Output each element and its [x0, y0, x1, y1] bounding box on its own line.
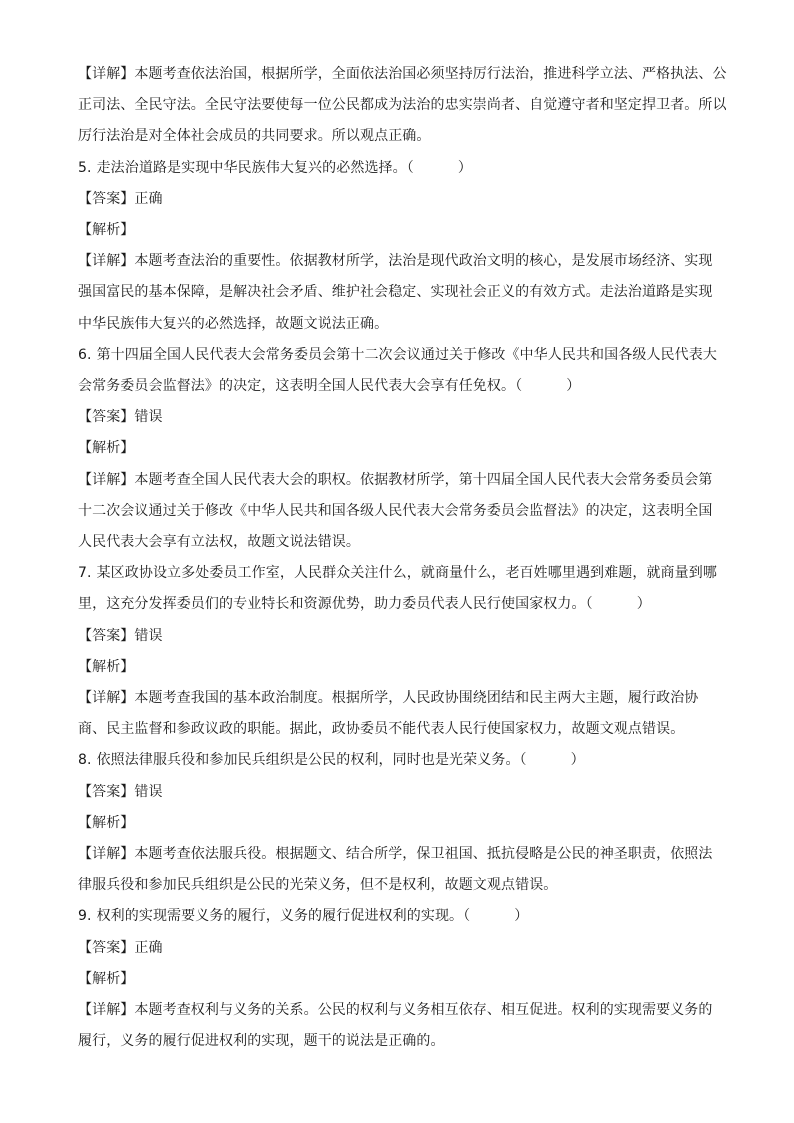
- question-stem: 会常务委员会监督法》的决定，这表明全国人民代表大会享有任免权。（ ）: [78, 378, 581, 395]
- question-5: [78, 153, 718, 340]
- answer-tag: 【答案】: [78, 783, 135, 800]
- analysis-tag: 【解析】: [78, 658, 135, 675]
- analysis-tag: 【解析】: [78, 814, 135, 831]
- question-6: [78, 340, 718, 558]
- detail-line: 【详解】本题考查法治的重要性。依据教材所学，法治是现代政治文明的核心，是发展市场经济、实现: [78, 253, 713, 270]
- detail-line: 中华民族伟大复兴的必然选择，故题文说法正确。: [78, 315, 389, 332]
- question-stem: 6. 第十四届全国人民代表大会常务委员会第十二次会议通过关于修改《中华人民共和国各级人民代表大: [78, 346, 717, 363]
- detail-tag: 【详解】: [78, 690, 135, 707]
- answer-value: 正确: [134, 939, 163, 956]
- detail-line: 十二次会议通过关于修改《中华人民共和国各级人民代表大会常务委员会监督法》的决定，这表明全国: [78, 502, 713, 519]
- detail-tag: 【详解】: [78, 253, 135, 270]
- question-stem: 8. 依照法律服兵役和参加民兵组织是公民的权利，同时也是光荣义务。（ ）: [78, 752, 585, 769]
- answer-value: 错误: [134, 783, 163, 800]
- detail-line: 商、民主监督和参政议政的职能。据此，政协委员不能代表人民行使国家权力，故题文观点错误。: [78, 721, 685, 738]
- answer-line: [78, 933, 718, 964]
- detail-line: 【详解】本题考查全国人民代表大会的职权。依据教材所学，第十四届全国人民代表大会常务委员会第: [78, 471, 713, 488]
- question-number: 6.: [78, 346, 92, 363]
- detail-line: 【详解】本题考查权利与义务的关系。公民的权利与义务相互依存、相互促进。权利的实现需要义务的: [78, 1002, 713, 1019]
- detail-line: 律服兵役和参加民兵组织是公民的光荣义务，但不是权利，故题文观点错误。: [78, 877, 558, 894]
- detail-line: 【详解】本题考查依法治国，根据所学，全面依法治国必须坚持厉行法治，推进科学立法、严格执法、公: [78, 66, 727, 82]
- answer-tag: 【答案】: [78, 627, 135, 644]
- detail-line: 人民代表大会享有立法权，故题文说法错误。: [78, 534, 360, 551]
- question-number: 9.: [78, 908, 92, 925]
- answer-tag: 【答案】: [78, 939, 135, 956]
- answer-value: 错误: [134, 409, 163, 426]
- intro-detail: [78, 59, 727, 153]
- document-page: [78, 59, 727, 1058]
- detail-line: 【详解】本题考查我国的基本政治制度。根据所学，人民政协围绕团结和民主两大主题，履行政治协: [78, 690, 699, 707]
- detail-line: 【详解】本题考查依法服兵役。根据题文、结合所学，保卫祖国、抵抗侵略是公民的神圣职责，依照法: [78, 846, 713, 863]
- question-number: 7.: [78, 565, 92, 582]
- answer-line: [78, 777, 718, 808]
- detail-tag: 【详解】: [78, 846, 135, 863]
- answer-line: [78, 621, 718, 652]
- analysis-tag: 【解析】: [78, 970, 135, 987]
- answer-value: 正确: [134, 190, 163, 207]
- answer-tag: 【答案】: [78, 190, 135, 207]
- detail-line: 履行，义务的履行促进权利的实现，题干的说法是正确的。: [78, 1033, 445, 1050]
- question-stem: 里，这充分发挥委员们的专业特长和资源优势，助力委员代表人民行使国家权力。（ ）: [78, 596, 651, 613]
- analysis-tag: 【解析】: [78, 222, 135, 239]
- question-9: [78, 901, 718, 1057]
- detail-line: 正司法、全民守法。全民守法要使每一位公民都成为法治的忠实崇尚者、自觉遵守者和坚定捍卫者。所以: [78, 97, 727, 114]
- answer-value: 错误: [134, 627, 163, 644]
- detail-line: 强国富民的基本保障，是解决社会矛盾、维护社会稳定、实现社会正义的有效方式。走法治道路是实现: [78, 284, 713, 301]
- answer-line: [78, 402, 718, 433]
- question-stem: 9. 权利的实现需要义务的履行，义务的履行促进权利的实现。（ ）: [78, 908, 529, 925]
- detail-tag: 【详解】: [78, 66, 135, 82]
- question-stem: 5. 走法治道路是实现中华民族伟大复兴的必然选择。（ ）: [78, 159, 472, 176]
- question-7: [78, 558, 718, 745]
- detail-tag: 【详解】: [78, 471, 135, 488]
- answer-tag: 【答案】: [78, 409, 135, 426]
- question-8: [78, 745, 718, 901]
- question-number: 5.: [78, 159, 92, 176]
- detail-line: 厉行法治是对全体社会成员的共同要求。所以观点正确。: [78, 128, 431, 145]
- question-number: 8.: [78, 752, 92, 769]
- answer-line: [78, 184, 718, 215]
- analysis-tag: 【解析】: [78, 440, 135, 457]
- detail-tag: 【详解】: [78, 1002, 135, 1019]
- question-stem: 7. 某区政协设立多处委员工作室，人民群众关注什么，就商量什么，老百姓哪里遇到难题，就商量到哪: [78, 565, 717, 582]
